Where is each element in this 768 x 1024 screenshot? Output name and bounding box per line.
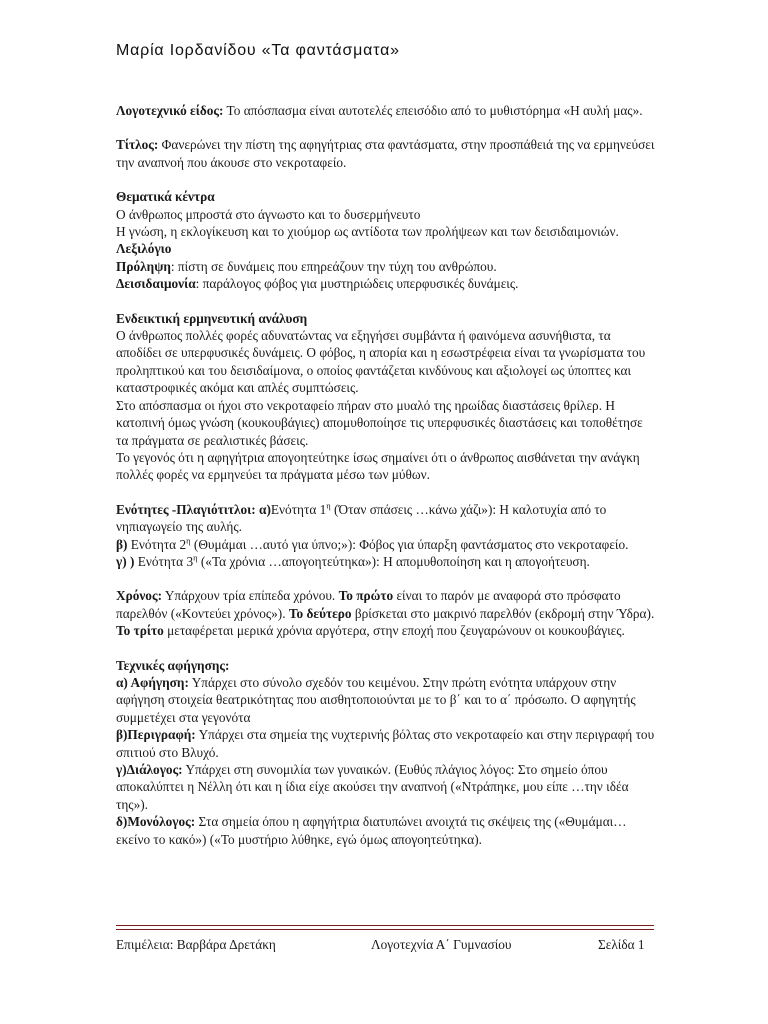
themes-line-1: Ο άνθρωπος μπροστά στο άγνωστο και το δυσερμήνευτο (116, 206, 421, 222)
footer-divider-thick (116, 925, 654, 926)
themes-line-2: Η γνώση, η εκλογίκευση και το χιούμορ ως αντίδοτα των προλήψεων και των δεισιδαιμονιών. (116, 224, 619, 240)
page-title: Μαρία Ιορδανίδου «Τα φαντάσματα» (116, 42, 400, 59)
glossary-entry-1: Πρόληψη: πίστη σε δυνάμεις που επηρεάζουν την τύχη του ανθρώπου. (116, 258, 497, 274)
technique-monologue: δ)Μονόλογος: Στα σημεία όπου η αφηγήτρια διατυπώνει ανοιχτά τις σκέψεις της («Θυμάμαι… εκείνο το κακό») («Το μυστήριο λύθηκε, εγώ όμως απογοητεύτηκα). (116, 814, 627, 847)
genre-label: Λογοτεχνικό είδος: (116, 103, 224, 118)
technique-dialogue: γ)Διάλογος: Υπάρχει στη συνομιλία των γυναικών. (Ευθύς πλάγιος λόγος: Στο σημείο όπου αποκαλύπτει η Νέλλη ότι και η ίδια είχε ακούσει την αναπνοή («Ντράπηκε, μου είπε …την ιδέα της»). (116, 762, 629, 812)
footer-divider-thin (116, 929, 654, 930)
analysis-paragraph-2: Στο απόσπασμα οι ήχοι στο νεκροταφείο πήραν στο μυαλό της ηρωίδας διαστάσεις θρίλερ. Η κατοπινή όμως γνώση (κουκουβάγιες) απομυθοποίησε τις υπερφυσικές διαστάσεις και τοποθέτησε τα πράγματα σε ρεαλιστικές βάσεις. (116, 397, 643, 448)
footer-subject: Λογοτεχνία Α΄ Γυμνασίου (371, 937, 512, 952)
genre-paragraph (116, 102, 656, 119)
technique-narration: α) Αφήγηση: Υπάρχει στο σύνολο σχεδόν του κειμένου. Στην πρώτη ενότητα υπάρχουν στην αφήγηση στοιχεία θεατρικότητας που αισθητοποιούνται με το β΄ και το α΄ πρόσωπο. Ο αφηγητής συμμετέχει στα γεγονότα (116, 674, 636, 725)
themes-heading: Θεματικά κέντρα (116, 189, 215, 205)
analysis-heading: Ενδεικτική ερμηνευτική ανάλυση (116, 310, 308, 326)
units-paragraph-b: β) Ενότητα $2^\eta$ (Θυμάμαι …αυτό για ύπνο;»): Φόβος για ύπαρξη φαντάσματος στο νεκροταφείο. (116, 535, 629, 552)
technique-description: β)Περιγραφή: Υπάρχει στα σημεία της νυχτερινής βόλτας στο νεκροταφείο και στην περιγραφή του σπιτιού στο Βλυχό. (116, 727, 655, 760)
analysis-paragraph-3: Το γεγονός ότι η αφηγήτρια απογοητεύτηκε ίσως σημαίνει ότι ο άνθρωπος αισθάνεται την ανάγκη πολλές φορές να ερμηνεύει τα πράγματα μέσω των μύθων. (116, 449, 640, 483)
genre-text: Το απόσπασμα είναι αυτοτελές επεισόδιο από το μυθιστόρημα «Η αυλή μας». (223, 103, 643, 118)
glossary-heading: Λεξιλόγιο (116, 241, 172, 257)
footer-editor: Επιμέλεια: Βαρβάρα Δρετάκη (116, 937, 276, 952)
document-body (116, 102, 656, 848)
techniques-heading: Τεχνικές αφήγησης: (116, 657, 230, 673)
title-text: Φανερώνει την πίστη της αφηγήτριας στα φαντάσματα, στην προσπάθειά της να ερμηνεύσει την αναπνοή που άκουσε στο νεκροταφείο. (116, 137, 655, 170)
footer-page-number: Σελίδα 1 (598, 937, 645, 952)
time-paragraph: Χρόνος: Υπάρχουν τρία επίπεδα χρόνου. Το πρώτο είναι το παρόν με αναφορά στο πρόσφατο παρελθόν («Κοντεύει χρόνος»). Το δεύτερο βρίσκεται στο μακρινό παρελθόν (εκδρομή στην Ύδρα). Το τρίτο μεταφέρεται μερικά χρόνια αργότερα, στην εποχή που ζευγαρώνουν οι κουκουβάγιες. (116, 588, 655, 639)
title-label: Τίτλος: (116, 137, 159, 153)
analysis-paragraph-1: Ο άνθρωπος πολλές φορές αδυνατώντας να εξηγήσει συμβάντα ή φαινόμενα ασυνήθιστα, τα αποδίδει σε υπερφυσικές δυνάμεις. Ο φόβος, η απορία και η εσωστρέφεια είναι τα γνωρίσματα του προληπτικού και του δεισιδαίμονα, ο οποίος φαντάζεται κινδύνους και αξιολογεί ως ύποπτες και καταστροφικές ακόμα και απλές συμπτώσεις. (116, 328, 646, 396)
title-paragraph (116, 136, 656, 171)
units-paragraph-c: γ) ) Ενότητα $3^\eta$ («Τα χρόνια …απογοητεύτηκα»): Η απομυθοποίηση και η απογοήτευση. (116, 552, 590, 569)
units-paragraph-a: Ενότητες -Πλαγιότιτλοι: α)Ενότητα $1^\eta$ (Όταν σπάσεις …κάνω χάζι»): Η καλοτυχία από το νηπιαγωγείο της αυλής. (116, 500, 607, 535)
glossary-entry-2: Δεισιδαιμονία: παράλογος φόβος για μυστηριώδεις υπερφυσικές δυνάμεις. (116, 276, 519, 292)
